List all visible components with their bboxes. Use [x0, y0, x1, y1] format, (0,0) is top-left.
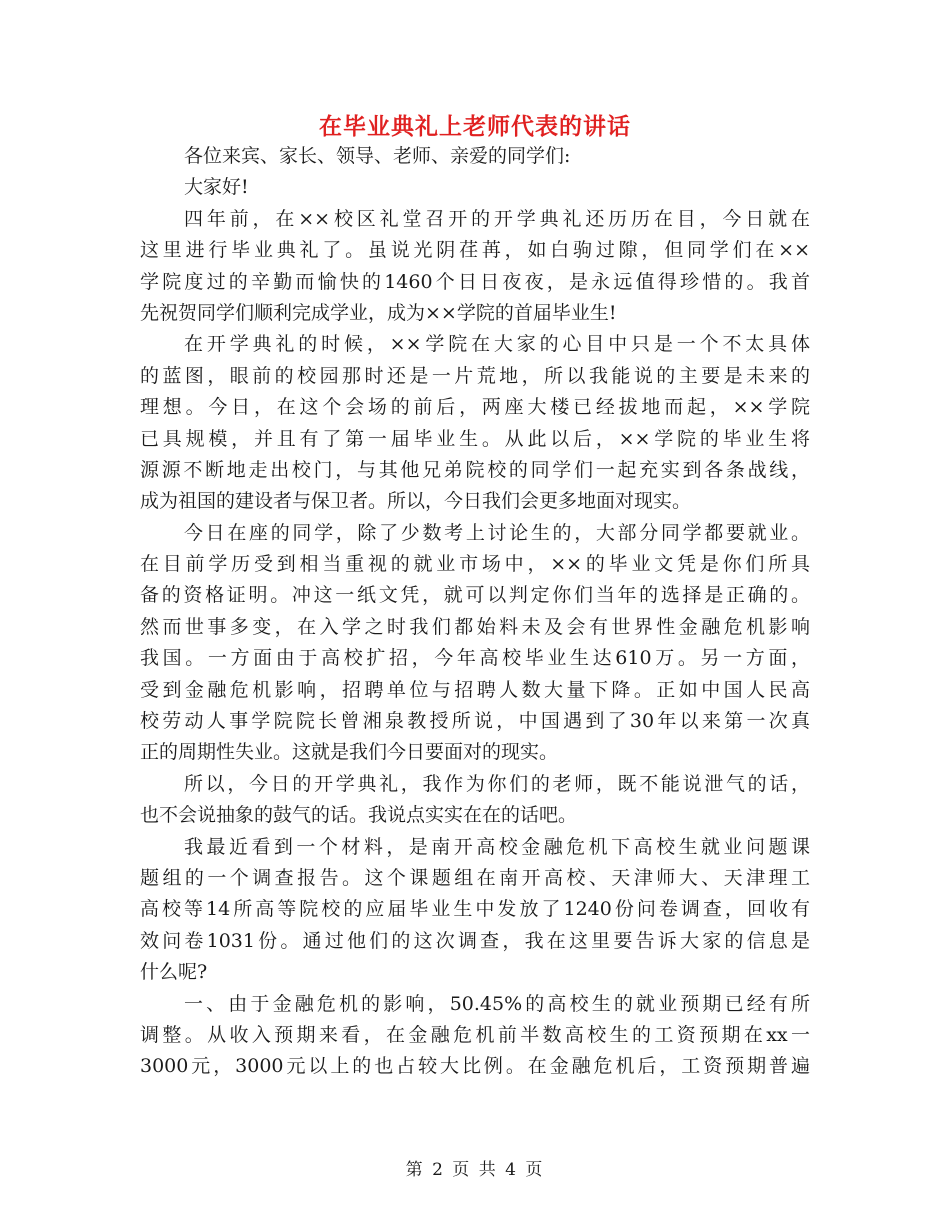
- paragraph-line: 受到金融危机影响，招聘单位与招聘人数大量下降。正如中国人民高: [140, 678, 810, 701]
- paragraph-line: 大家好!: [184, 176, 249, 199]
- paragraph-line: 3000元，3000元以上的也占较大比例。在金融危机后，工资预期普遍: [140, 1055, 810, 1078]
- paragraph-line: 今日在座的同学，除了少数考上讨论生的，大部分同学都要就业。: [184, 521, 810, 544]
- paragraph-line: 成为祖国的建设者与保卫者。所以，今日我们会更多地面对现实。: [140, 490, 692, 513]
- paragraph-line: 已具规模，并且有了第一届毕业生。从此以后，××学院的毕业生将: [140, 427, 810, 450]
- paragraph-line: 这里进行毕业典礼了。虽说光阴荏苒，如白驹过隙，但同学们在××: [140, 239, 810, 262]
- paragraph-line: 各位来宾、家长、领导、老师、亲爱的同学们:: [184, 145, 571, 167]
- paragraph-line: 高校等14所高等院校的应届毕业生中发放了1240份问卷调查，回收有: [140, 898, 810, 921]
- paragraph-line: 所以，今日的开学典礼，我作为你们的老师，既不能说泄气的话，: [184, 772, 810, 795]
- paragraph-line: 的蓝图，眼前的校园那时还是一片荒地，所以我能说的主要是未来的: [140, 364, 810, 387]
- paragraph-line: 学院度过的辛勤而愉快的1460个日日夜夜，是永远值得珍惜的。我首: [140, 270, 810, 293]
- paragraph-line: 先祝贺同学们顺利完成学业，成为××学院的首届毕业生!: [140, 301, 617, 324]
- paragraph-line: 源源不断地走出校门，与其他兄弟院校的同学们一起充实到各条战线，: [140, 458, 810, 481]
- paragraph-line: 然而世事多变，在入学之时我们都始料未及会有世界性金融危机影响: [140, 615, 810, 638]
- paragraph-line: 校劳动人事学院院长曾湘泉教授所说，中国遇到了30年以来第一次真: [140, 710, 810, 733]
- paragraph-line: 四年前，在××校区礼堂召开的开学典礼还历历在目，今日就在: [184, 207, 810, 230]
- paragraph-line: 理想。今日，在这个会场的前后，两座大楼已经拔地而起，××学院: [140, 396, 810, 419]
- paragraph-line: 我最近看到一个材料，是南开高校金融危机下高校生就业问题课: [184, 835, 810, 858]
- paragraph-line: 效问卷1031份。通过他们的这次调查，我在这里要告诉大家的信息是: [140, 929, 810, 952]
- paragraph-line: 也不会说抽象的鼓气的话。我说点实实在在的话吧。: [140, 804, 578, 827]
- paragraph-line: 调整。从收入预期来看，在金融危机前半数高校生的工资预期在xx一: [140, 1023, 810, 1046]
- paragraph-line: 正的周期性失业。这就是我们今日要面对的现实。: [140, 741, 559, 764]
- document-body: [140, 141, 810, 1083]
- paragraph-line: 备的资格证明。冲这一纸文凭，就可以判定你们当年的选择是正确的。: [140, 584, 810, 607]
- paragraph-line: 在开学典礼的时候，××学院在大家的心目中只是一个不太具体: [184, 333, 810, 356]
- document-title: 在毕业典礼上老师代表的讲话: [319, 114, 631, 140]
- paragraph-line: 一、由于金融危机的影响，50.45%的高校生的就业预期已经有所: [184, 992, 810, 1015]
- paragraph-line: 我国。一方面由于高校扩招，今年高校毕业生达610万。另一方面，: [140, 647, 810, 670]
- paragraph-line: 题组的一个调查报告。这个课题组在南开高校、天津师大、天津理工: [140, 866, 810, 889]
- paragraph-line: 在目前学历受到相当重视的就业市场中，××的毕业文凭是你们所具: [140, 553, 810, 576]
- paragraph-line: 什么呢?: [140, 961, 208, 984]
- page-number-footer: 第 2 页 共 4 页: [405, 1160, 545, 1180]
